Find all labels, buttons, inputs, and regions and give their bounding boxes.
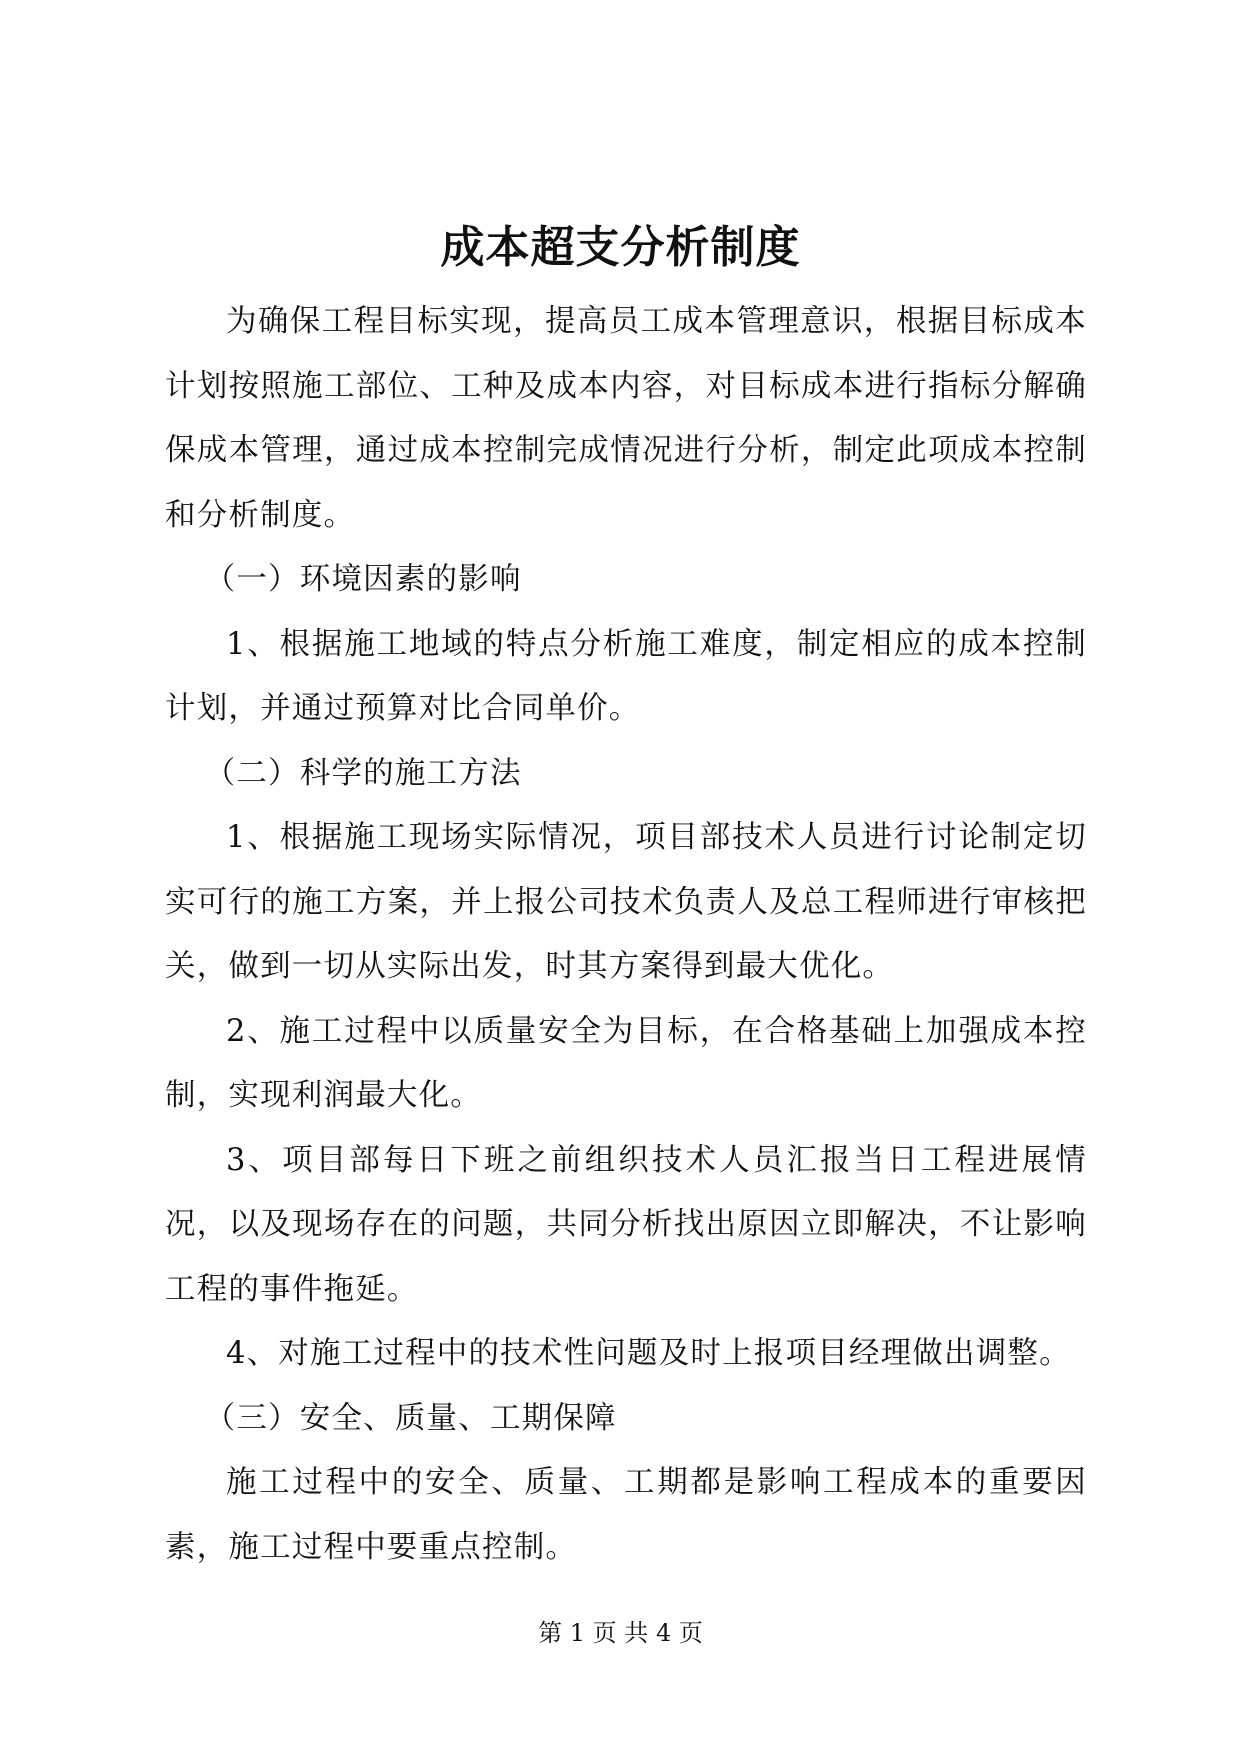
list-item: 施工过程中的安全、质量、工期都是影响工程成本的重要因素，施工过程中要重点控制。 (165, 1465, 1087, 1565)
document-body (165, 290, 1087, 1580)
list-item: 2、施工过程中以质量安全为目标，在合格基础上加强成本控制，实现利润最大化。 (165, 1013, 1087, 1113)
list-item: 4、对施工过程中的技术性问题及时上报项目经理做出调整。 (226, 1336, 1071, 1371)
list-item: 3、项目部每日下班之前组织技术人员汇报当日工程进展情况，以及现场存在的问题，共同分析找出原因立即解决，不让影响工程的事件拖延。 (165, 1142, 1087, 1307)
section-heading-environment: （一）环境因素的影响 (204, 562, 522, 597)
intro-paragraph: 为确保工程目标实现，提高员工成本管理意识，根据目标成本计划按照施工部位、工种及成本内容，对目标成本进行指标分解确保成本管理，通过成本控制完成情况进行分析，制定此项成本控制和分析制度。 (165, 304, 1087, 533)
list-item: 1、根据施工现场实际情况，项目部技术人员进行讨论制定切实可行的施工方案，并上报公司技术负责人及总工程师进行审核把关，做到一切从实际出发，时其方案得到最大优化。 (165, 820, 1087, 984)
document-title: 成本超支分析制度 (440, 222, 801, 273)
section-heading-construction-method: （二）科学的施工方法 (204, 755, 522, 791)
list-item: 1、根据施工地域的特点分析施工难度，制定相应的成本控制计划，并通过预算对比合同单价。 (165, 626, 1087, 726)
section-heading-safety-quality-schedule: （三）安全、质量、工期保障 (204, 1400, 617, 1436)
page-number-footer: 第 1 页 共 4 页 (538, 1619, 703, 1647)
